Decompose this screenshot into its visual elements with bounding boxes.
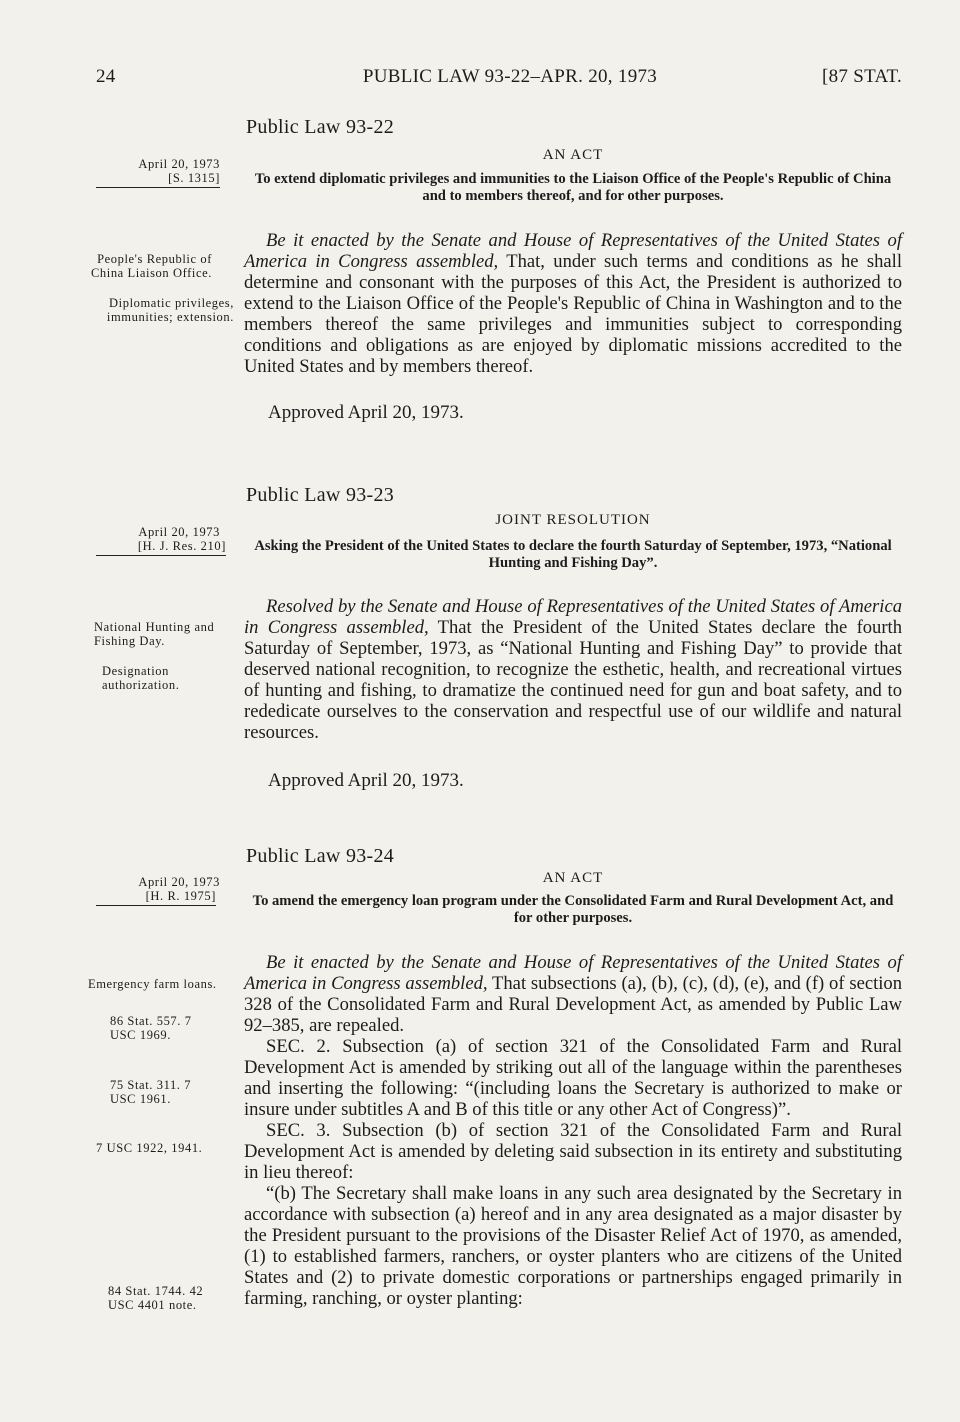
body-93-24 [244, 952, 902, 1309]
date-93-24: April 20, 1973 [138, 875, 220, 889]
enacting-clause-93-23: Resolved by the Senate and House of Representatives of the United States of America in Congress assembled, [244, 596, 902, 638]
sidenote-liaison-office: People's Republic of China Liaison Office. [90, 252, 212, 280]
text-93-24: That subsections (a), (b), (c), (d), (e), and (f) of section 328 of the Consolidated Farm and Rural Development Act, as amended by Public Law 92–385, are repealed. [244, 973, 902, 1036]
stat-volume: [87 STAT. [822, 66, 902, 87]
description-93-23: Asking the President of the United States to declare the fourth Saturday of September, 1973, “National Hunting and Fishing Day”. [254, 538, 892, 571]
bill-93-23: [H. J. Res. 210] [96, 539, 226, 556]
section-2: SEC. 2. Subsection (a) of section 321 of the Consolidated Farm and Rural Development Act is amended by striking out all of the language within the parentheses and inserting the following: “(including loans the Secretary is authorized to make or insure under subtitles A and B of this title or any other Act of Congress)”. [244, 1036, 902, 1120]
date-93-22: April 20, 1973 [138, 157, 220, 171]
sidenote-emergency-loans: Emergency farm loans. [88, 977, 217, 991]
section-3-quote: “(b) The Secretary shall make loans in any such area designated by the Secretary in accordance with subsection (a) hereof and in any area designated as a major disaster by the President pursuant to the provisions of the Disaster Relief Act of 1970, as amended, (1) to established farmers, ranchers, or oyster planters who are citizens of the United States and (2) to private domestic corporations or partnerships engaged primarily in farming, ranching, or oyster planting: [244, 1183, 902, 1309]
body-93-23 [244, 596, 902, 743]
sidenote-diplomatic-privileges: Diplomatic privileges, immunities; extension. [106, 296, 234, 324]
approved-93-23: Approved April 20, 1973. [268, 770, 464, 791]
law-type-93-23: JOINT RESOLUTION [495, 512, 651, 528]
law-type-93-22: AN ACT [542, 147, 604, 163]
text-93-23: That the President of the United States declare the fourth Saturday of September, 1973, as “National Hunting and Fishing Day” to provide that deserved national recognition, to recognize the esthetic, health, and recreational virtues of hunting and fishing, to dramatize the continued need for gun and boat safety, and to rededicate ourselves to the conservation and respectful use of our wildlife and natural resources. [244, 617, 903, 743]
citation-75-stat-311: 75 Stat. 311. 7 USC 1961. [110, 1078, 192, 1106]
citation-84-stat-1744: 84 Stat. 1744. 42 USC 4401 note. [108, 1284, 204, 1312]
section-3: SEC. 3. Subsection (b) of section 321 of the Consolidated Farm and Rural Development Act is amended by deleting said subsection in its entirety and substituting in lieu thereof: [244, 1120, 902, 1183]
citation-7-usc-1922: 7 USC 1922, 1941. [96, 1141, 203, 1155]
text-93-22: That, under such terms and conditions as he shall determine and consonant with the purposes of this Act, the President is authorized to extend to the Liaison Office of the People's Republic of China in Washington and to the members thereof the same privileges and immunities subject to corresponding conditions and obligations as are enjoyed by diplomatic missions accredited to the United States and by members thereof. [244, 251, 903, 377]
enacting-clause-93-24: Be it enacted by the Senate and House of Representatives of the United States of America in Congress assembled, [244, 952, 902, 994]
page-number: 24 [96, 66, 116, 87]
law-title-93-22: Public Law 93-22 [246, 116, 395, 138]
approved-93-22: Approved April 20, 1973. [268, 402, 464, 423]
sidenote-designation: Designation authorization. [102, 664, 180, 692]
enacting-clause-93-22: Be it enacted by the Senate and House of Representatives of the United States of America in Congress assembled, [244, 230, 902, 272]
description-93-24: To amend the emergency loan program under the Consolidated Farm and Rural Development Act, and for other purposes. [252, 893, 894, 926]
citation-86-stat-557: 86 Stat. 557. 7 USC 1969. [110, 1014, 192, 1042]
law-title-93-24: Public Law 93-24 [246, 845, 395, 867]
running-title: PUBLIC LAW 93-22–APR. 20, 1973 [362, 66, 658, 87]
body-93-22 [244, 230, 902, 377]
description-93-22: To extend diplomatic privileges and immunities to the Liaison Office of the People's Republic of China and to members thereof, and for other purposes. [254, 171, 892, 204]
law-type-93-24: AN ACT [542, 870, 604, 886]
sidenote-hunting-fishing-day: National Hunting and Fishing Day. [94, 620, 215, 648]
bill-93-22: [S. 1315] [96, 171, 220, 188]
date-93-23: April 20, 1973 [138, 525, 220, 539]
bill-93-24: [H. R. 1975] [96, 889, 216, 906]
law-title-93-23: Public Law 93-23 [246, 484, 395, 506]
